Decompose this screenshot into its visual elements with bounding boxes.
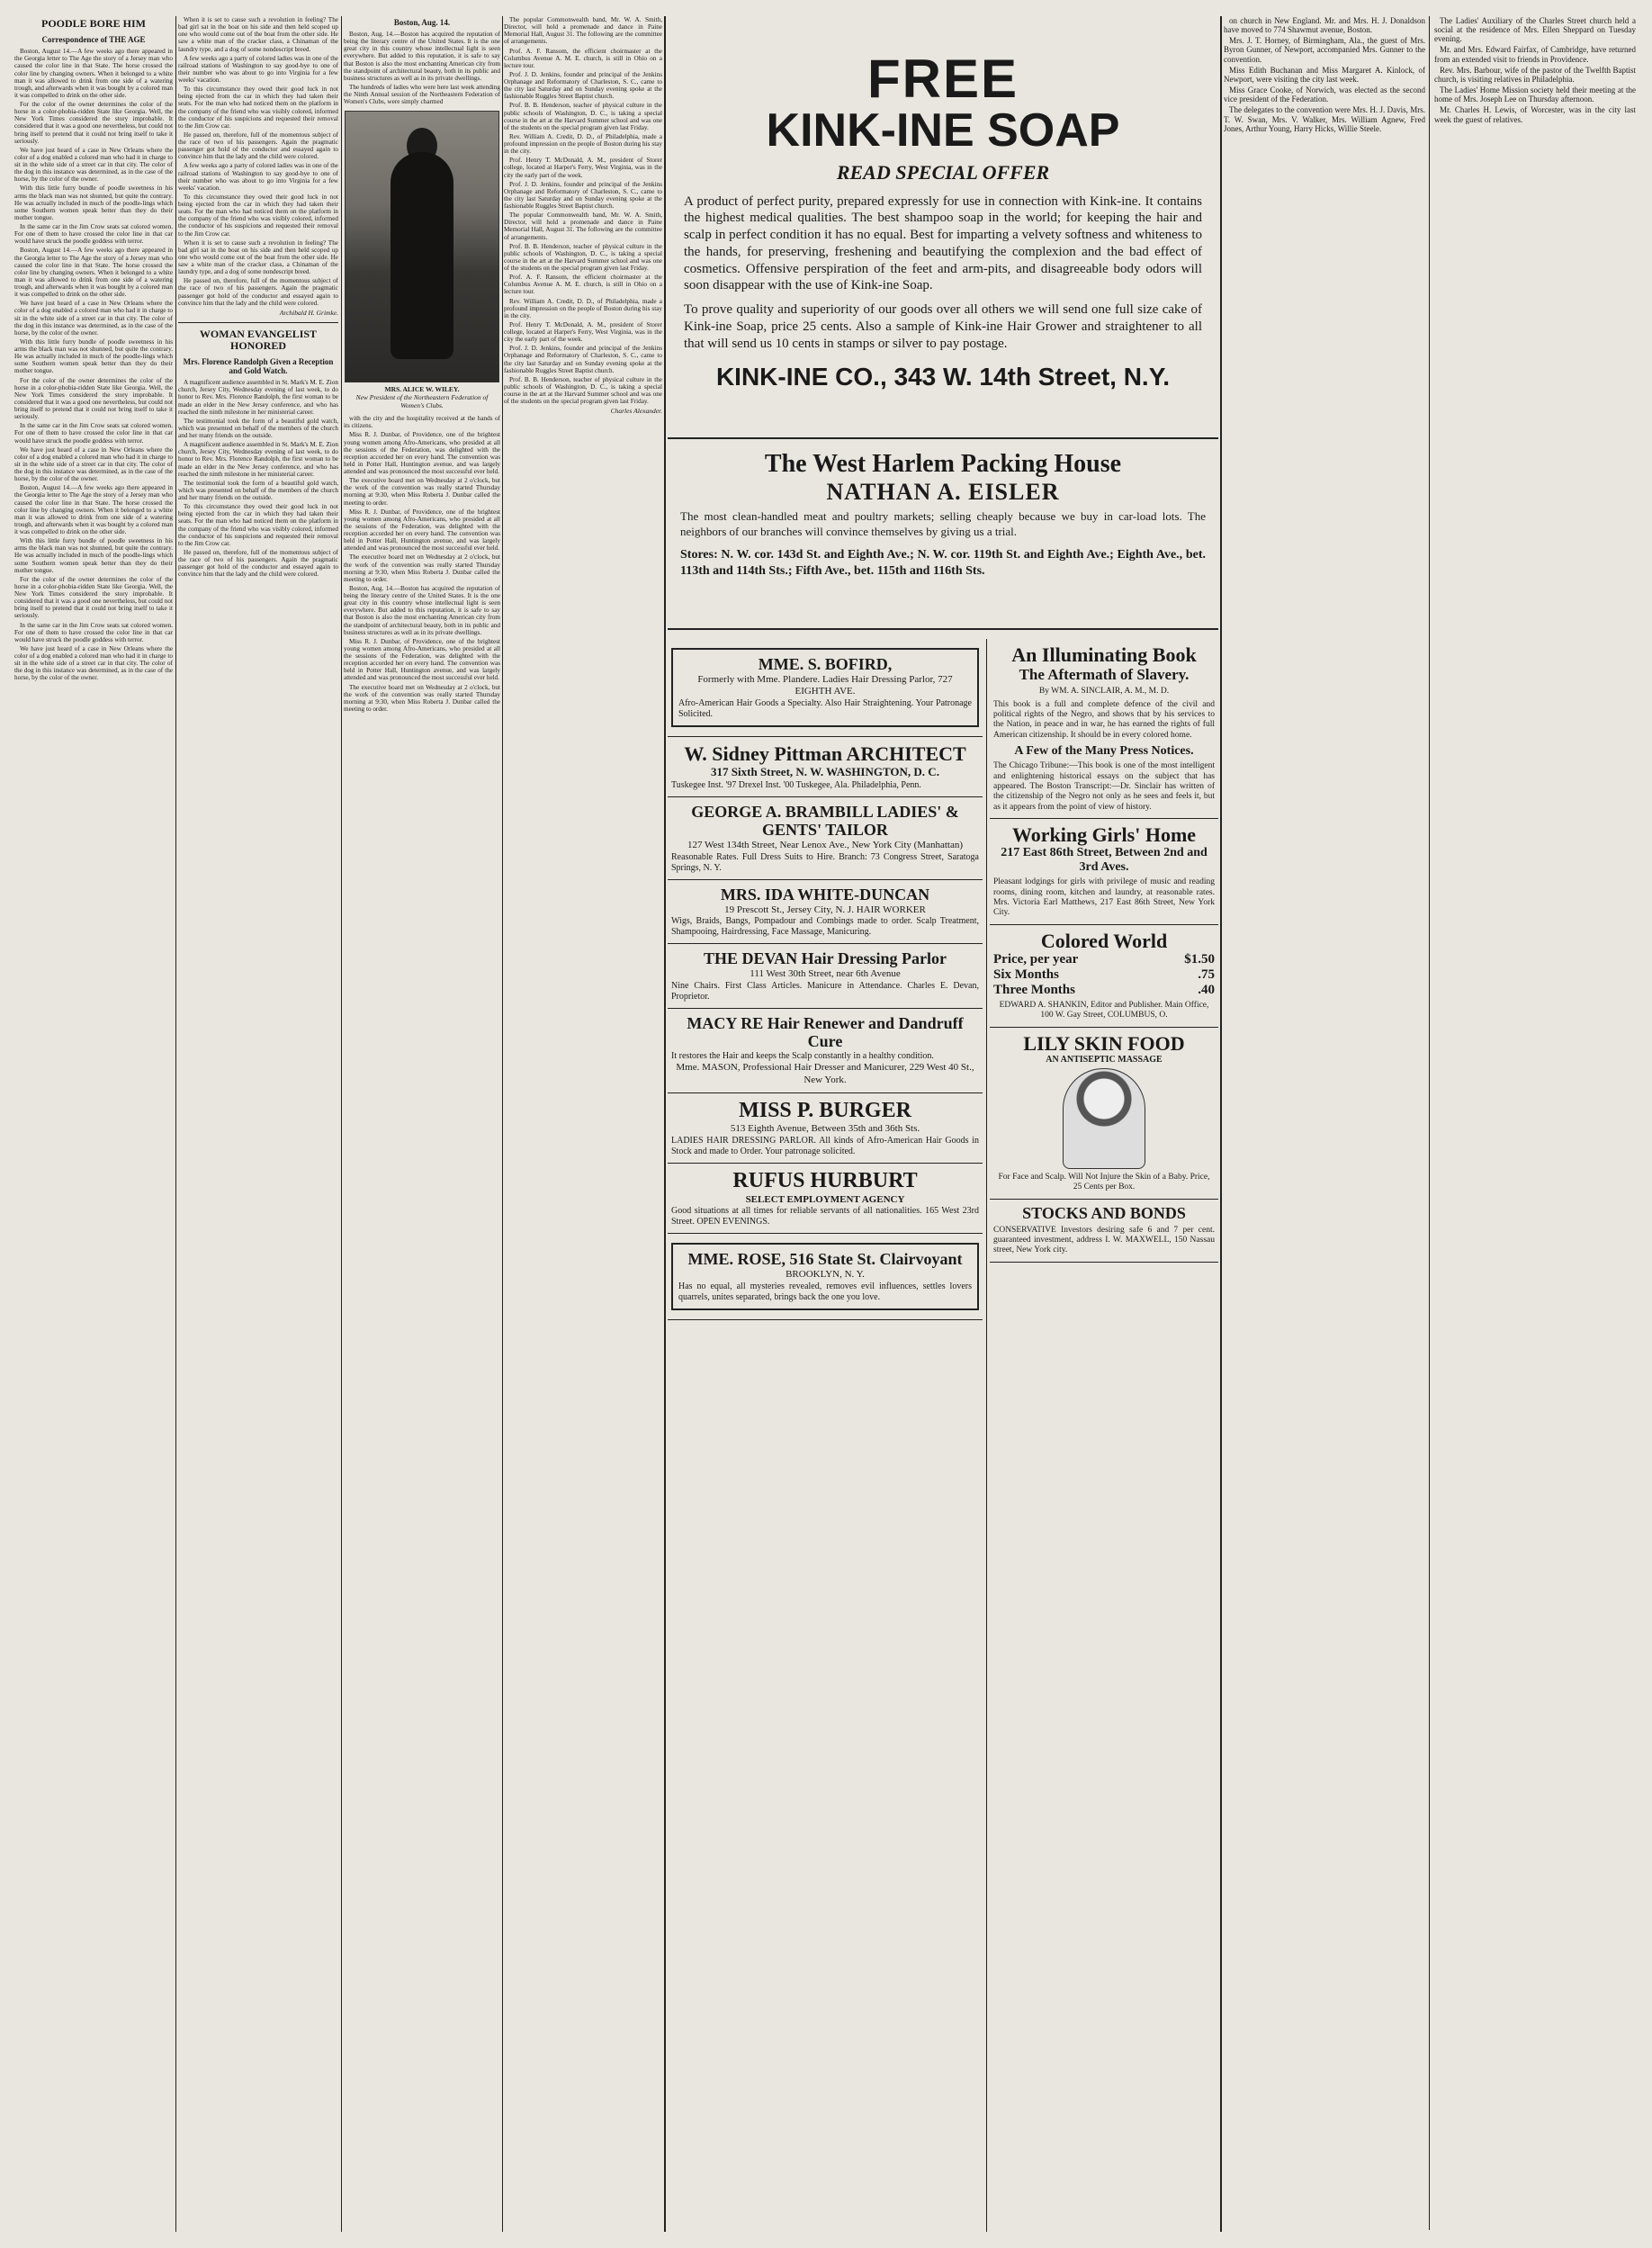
caption-description: New President of the Northeastern Federation of Women's Clubs. [355, 392, 489, 409]
small-ad [668, 1009, 983, 1093]
article-paragraph: Miss Edith Buchanan and Miss Margaret A. Kinlock, of Newport, were visiting the city last week. [1224, 65, 1425, 84]
portrait-figure [391, 152, 453, 359]
article-headline: POODLE BORE HIM [40, 17, 146, 30]
article-paragraph: To this circumstance they owed their good luck in not being ejected from the car in which they had taken their seats. For the man who had noticed them on the platform in the company of the friend who was visibly colored, informed the conductor of his suspicions and requested their removal to the Jim Crow car. [178, 503, 338, 547]
price-value: $1.50 [1184, 952, 1215, 967]
article-paragraph: For the color of the owner determines the color of the horse in a color-phobia-ridden State like Georgia. Well, the New York Times considered the story improbable. It considered that it was a good one nevertheless, but could not bring itself to pretend that it could not bring itself to take it seriously. [14, 101, 173, 145]
small-ad [668, 797, 983, 880]
article-paragraph: In the same car in the Jim Crow seats sat colored women. For one of them to have crossed the color line in that car would have struck the poodle goddess with terror. [14, 621, 173, 643]
ad-subtitle: 217 East 86th Street, Between 2nd and 3rd Aves. [1001, 846, 1208, 875]
article-paragraph: Prof. A. F. Ransom, the efficient choirmaster at the Columbus Avenue A. M. E. church, is still in Ohio on a lecture tour. [504, 47, 662, 69]
article-paragraph: He passed on, therefore, full of the momentous subject of the race of two of his passengers. Again the pragmatic passenger got hold of the conductor and essayed again to convince him that the lady and the child were colored. [178, 548, 338, 579]
small-ad [668, 1093, 983, 1164]
article-paragraph: Rev. Mrs. Barbour, wife of the pastor of the Twelfth Baptist church, is visiting relatives in Philadelphia. [1434, 65, 1636, 84]
ad-stores: Stores: N. W. cor. 143d St. and Eighth Ave.; N. W. cor. 119th St. and Eighth Ave.; Eighth Ave., bet. 113th and 114th Sts.; Fifth Ave., bet. 115th and 116th Sts. [680, 547, 1206, 578]
article-dateline: Correspondence of THE AGE [41, 35, 146, 45]
column-1 [14, 16, 173, 2232]
kinkine-soap-ad [668, 16, 1218, 439]
column-rule [341, 16, 342, 2232]
ad-subtitle: BROOKLYN, N. Y. [786, 1268, 865, 1280]
colored-world-ad [990, 925, 1218, 1028]
article-paragraph: A few weeks ago a party of colored ladies was in one of the railroad stations of Washington to say good-bye to one of their number who was about to go into Virginia for a few weeks' vacation. [178, 162, 338, 192]
article-paragraph: Miss R. J. Dunbar, of Providence, one of the brightest young women among Afro-Americans, who presided at all the sessions of the Federation, was delighted with the reception accorded her on every hand. The convention was held in Potter Hall, Huntington avenue, and was largely attended and was pronounced the most successful ever held. [344, 508, 500, 553]
article-paragraph: The testimonial took the form of a beautiful gold watch, which was presented on behalf of the members of the church and her many friends on the outside. [178, 479, 338, 501]
article-paragraph: Boston, Aug. 14.—Boston has acquired the reputation of being the literary centre of the United States. It is the one great city in this country whose intellectual light is seen everywhere. But added to this reputation, it is safe to say that Boston is also the most enchanting American city from the standpoint of architectural beauty, both in its public and business structures as well as in its private dwellings. [344, 31, 500, 82]
price-value: .75 [1198, 967, 1215, 983]
ad-title: LILY SKIN FOOD [1023, 1031, 1185, 1055]
price-row [993, 952, 1215, 967]
far-right-columns [1224, 16, 1638, 2230]
article-headline: WOMAN EVANGELIST HONORED [199, 327, 318, 352]
ad-box [671, 1243, 979, 1309]
article-paragraph: Prof. J. D. Jenkins, founder and principal of the Jenkins Orphanage and Reformatory of Charleston, S. C., came to the city last Saturday and on Sunday evening spoke at the fashionable Ruggles Street Baptist church. [504, 345, 662, 374]
ad-title: STOCKS AND BONDS [1022, 1203, 1186, 1222]
ad-body: CONSERVATIVE Investors desiring safe 6 and 7 per cent. guaranteed investment, address I. W. MAXWELL, 150 Nassau street, New York city. [993, 1225, 1215, 1255]
ad-title: Working Girls' Home [1011, 823, 1197, 847]
small-ads-column [668, 639, 983, 2232]
small-ad [668, 639, 983, 737]
column-7 [1434, 16, 1636, 2230]
article-paragraph: The executive board met on Wednesday at 2 o'clock, but the work of the convention was really started Thursday morning at 9:30, when Miss Roberta J. Dunbar called the meeting to order. [344, 683, 500, 713]
article-paragraph: Miss R. J. Dunbar, of Providence, one of the brightest young women among Afro-Americans, who presided at all the sessions of the Federation, was delighted with the reception accorded her on every hand. The convention was held in Potter Hall, Huntington avenue, and was largely attended and was pronounced the most successful ever held. [344, 431, 500, 475]
article-paragraph: Prof. Henry T. McDonald, A. M., president of Storer college, located at Harper's Ferry, West Virginia, was in the city the early part of the week. [504, 320, 662, 344]
article-paragraph: with the city and the hospitality received at the hands of its citizens. [344, 415, 500, 430]
article-signature: Charles Alexander. [610, 407, 662, 416]
article-paragraph: A magnificent audience assembled in St. Mark's M. E. Zion church, Jersey City, Wednesday evening of last week, to do honor to Rev. Mrs. Florence Randolph, the first woman to be made an elder in the New Jersey conference, and who has reached the ninth milestone in her ministerial career. [178, 441, 338, 478]
price-row [993, 983, 1215, 998]
ad-body: Afro-American Hair Goods a Specialty. Also Hair Straightening. Your Patronage Solicited. [678, 698, 972, 720]
article-paragraph: Prof. Henry T. McDonald, A. M., president of Storer college, located at Harper's Ferry, West Virginia, was in the city the early part of the week. [504, 157, 662, 179]
ad-subtitle: Formerly with Mme. Plandere. Ladies Hair Dressing Parlor, 727 EIGHTH AVE. [697, 673, 953, 697]
article-paragraph: We have just heard of a case in New Orleans where the color of a dog enabled a colored man who had it in charge to sit in the white side of a street car in that city. The color of the dog in this instance was determined, as in the case of the horse, by the color of the owner. [14, 644, 173, 682]
article-paragraph: Boston, August 14.—A few weeks ago there appeared in the Georgia letter to The Age the story of a Jersey man who caused the color line in that State. The horse crossed the color line by changing owners. When it belonged to a white man it was allowed to drink from one side of a watering trough, and afterwards when it was bought by a colored man it was compelled to drink on the other side. [14, 484, 173, 536]
divider [178, 322, 338, 323]
ad-subtitle: AN ANTISEPTIC MASSAGE [1046, 1055, 1163, 1065]
article-paragraph: We have just heard of a case in New Orleans where the color of a dog enabled a colored man who had it in charge to sit in the white side of a street car in that city. The color of the dog in this instance was determined, as in the case of the horse, by the color of the owner. [14, 445, 173, 483]
article-paragraph: Mr. and Mrs. Edward Fairfax, of Cambridge, have returned from an extended visit to friends in Providence. [1434, 45, 1636, 64]
ad-title: An Illuminating Book [1011, 643, 1197, 666]
column-4 [504, 16, 662, 2232]
article-paragraph: Mrs. J. T. Horney, of Birmingham, Ala., the guest of Mrs. Byron Gunner, of Newport, accompanied Mrs. Gunner to the convention. [1224, 36, 1425, 64]
ad-title: The West Harlem Packing House [764, 450, 1122, 478]
article-paragraph: With this little furry bundle of poodle sweetness in his arms the black man was not shunned, but quite the contrary. He was actually included in much of the poodle-lings which some Southern women speak better than they do their mother tongue. [14, 537, 173, 574]
ad-subtitle: 127 West 134th Street, Near Lenox Ave., New York City (Manhattan) [687, 840, 964, 851]
caption-name: MRS. ALICE W. WILEY. [384, 385, 460, 394]
ad-body: Tuskegee Inst. '97 Drexel Inst. '00 Tuskegee, Ala. Philadelphia, Penn. [671, 779, 921, 790]
ad-subtitle: 111 West 30th Street, near 6th Avenue [750, 967, 901, 979]
article-subheadline: Mrs. Florence Randolph Given a Reception and Gold Watch. [183, 357, 334, 376]
ad-title: MME. S. BOFIRD, [758, 655, 893, 673]
price-label: Six Months [993, 967, 1059, 983]
ad-body: It restores the Hair and keeps the Scalp constantly in a healthy condition. [671, 1051, 934, 1062]
small-ad [668, 944, 983, 1008]
ad-body: A product of perfect purity, prepared expressly for use in connection with Kink-ine. It contains the highest medical qualities. The best shampoo soap in the world; for keeping the hair and scalp in perfect condition it has no equal. Best for imparting a velvety softness and whiteness to the hands, for preserving, freshening and beautifying the complexion and the bad effect of cosmetics. Offensive perspiration of the feet and arm-pits, and disagreeable body odors will soon disappear with the use of Kink-ine Soap. [684, 193, 1202, 293]
article-paragraph: The delegates to the convention were Mrs. H. J. Davis, Mrs. T. W. Swan, Mrs. V. Walker, Mrs. William Agnew, Fred Jones, Arthur Young, Harry Hicks, Willie Steele. [1224, 105, 1425, 133]
ad-body: The most clean-handled meat and poultry markets; selling cheaply because we buy in car-load lots. The neighbors of our branches will convince themselves by giving us a trial. [680, 509, 1206, 538]
ad-special-offer: READ SPECIAL OFFER [836, 160, 1050, 184]
article-paragraph: He passed on, therefore, full of the momentous subject of the race of two of his passengers. Again the pragmatic passenger got hold of the conductor and essayed again to convince him that the lady and the child were colored. [178, 130, 338, 161]
working-girls-home-ad [990, 819, 1218, 925]
article-paragraph: When it is set to cause such a revolution in feeling? The bad girl sat in the boat on his side and then held scoped up one who would come out of the boat from the other side. He saw a white man of the cracker class, a Chinaman of the laundry type, and a dog of some nondescript breed. [178, 238, 338, 276]
article-paragraph: The executive board met on Wednesday at 2 o'clock, but the work of the convention was really started Thursday morning at 9:30, when Miss Roberta J. Dunbar called the meeting to order. [344, 553, 500, 583]
article-paragraph: Miss R. J. Dunbar, of Providence, one of the brightest young women among Afro-Americans, who presided at all the sessions of the Federation, was delighted with the reception accorded her on every hand. The convention was held in Potter Hall, Huntington avenue, and was largely attended and was pronounced the most successful ever held. [344, 637, 500, 682]
section-rule [1220, 16, 1222, 2232]
article-paragraph: The popular Commonwealth band, Mr. W. A. Smith, Director, will hold a promenade and dance in Paine Memorial Hall, August 31. The following are the committee of arrangements. [504, 211, 662, 241]
article-paragraph: Prof. B. B. Henderson, teacher of physical culture in the public schools of Washington, D. C., is taking a special course in the art at the Harvard Summer school and was one of the students on the special program given last Friday. [504, 375, 662, 406]
article-paragraph: We have just heard of a case in New Orleans where the color of a dog enabled a colored man who had it in charge to sit in the white side of a street car in that city. The color of the dog in this instance was determined, as in the case of the horse, by the color of the owner. [14, 300, 173, 337]
article-paragraph: The executive board met on Wednesday at 2 o'clock, but the work of the convention was really started Thursday morning at 9:30, when Miss Roberta J. Dunbar called the meeting to order. [344, 477, 500, 507]
ad-title: MME. ROSE, 516 State St. Clairvoyant [687, 1250, 963, 1269]
section-rule [664, 16, 666, 2232]
article-paragraph: The Ladies' Auxiliary of the Charles Street church held a social at the residence of Mrs. Ellen Sheppard on Tuesday evening. [1434, 16, 1636, 44]
article-paragraph: Mr. Charles H. Lewis, of Worcester, was in the city last week the guest of relatives. [1434, 105, 1636, 124]
column-rule [1429, 16, 1430, 2230]
ad-free-title: FREE [866, 49, 1019, 109]
article-paragraph: He passed on, therefore, full of the momentous subject of the race of two of his passengers. Again the pragmatic passenger got hold of the conductor and essayed again to convince him that the lady and the child were colored. [178, 277, 338, 307]
ad-body: For Face and Scalp. Will Not Injure the Skin of a Baby. Price, 25 Cents per Box. [998, 1173, 1210, 1192]
article-paragraph: Prof. A. F. Ransom, the efficient choirmaster at the Columbus Avenue A. M. E. church, is still in Ohio on a lecture tour. [504, 274, 662, 296]
article-paragraph: The popular Commonwealth band, Mr. W. A. Smith, Director, will hold a promenade and dance in Paine Memorial Hall, August 31. The following are the committee of arrangements. [504, 16, 662, 46]
small-ad [668, 1234, 983, 1319]
article-paragraph: To this circumstance they owed their good luck in not being ejected from the car in which they had taken their seats. For the man who had noticed them on the platform in the company of the friend who was visibly colored, informed the conductor of his suspicions and requested their removal to the Jim Crow car. [178, 193, 338, 238]
ad-body: LADIES HAIR DRESSING PARLOR. All kinds of Afro-American Hair Goods in Stock and made to Order. Your patronage solicited. [671, 1135, 979, 1156]
ad-product-name: KINK-INE SOAP [766, 104, 1120, 157]
article-paragraph: Rev. William A. Credit, D. D., of Philadelphia, made a profound impression on the people of Boston during his stay in the city. [504, 132, 662, 156]
ad-subtitle: 317 Sixth Street, N. W. WASHINGTON, D. C. [711, 765, 939, 779]
ad-body: Good situations at all times for reliable servants of all nationalities. 165 West 23rd Street. OPEN EVENINGS. [671, 1206, 979, 1227]
ad-body: Nine Chairs. First Class Articles. Manicure in Attendance. Charles E. Devan, Proprietor. [671, 980, 979, 1002]
article-paragraph: Prof. B. B. Henderson, teacher of physical culture in the public schools of Washington, D. C., is taking a special course in the art at the Harvard Summer school and was one of the students on the special program given last Friday. [504, 242, 662, 272]
column-rule [502, 16, 503, 2232]
article-paragraph: Miss Grace Cooke, of Norwich, was elected as the second vice president of the Federation. [1224, 85, 1425, 104]
article-paragraph: Prof. B. B. Henderson, teacher of physical culture in the public schools of Washington, D. C., is taking a special course in the art at the Harvard Summer school and was one of the students on the special program given last Friday. [504, 102, 662, 131]
ad-body: This book is a full and complete defence of the civil and political rights of the Negro, and shows that by his services to the Nation, in peace and in war, he has earned the rights of full American citizenship. It should be in every colored home. [993, 699, 1215, 740]
price-label: Price, per year [993, 952, 1079, 967]
article-paragraph: For the color of the owner determines the color of the horse in a color-phobia-ridden State like Georgia. Well, the New York Times considered the story improbable. It considered that it was a good one nevertheless, but could not bring itself to pretend that it could not bring itself to take it seriously. [14, 376, 173, 421]
article-paragraph: Boston, Aug. 14.—Boston has acquired the reputation of being the literary centre of the United States. It is the one great city in this country whose intellectual light is seen everywhere. But added to this reputation, it is safe to say that Boston is also the most enchanting American city from the standpoint of architectural beauty, both in its public and business structures as well as in its private dwellings. [344, 584, 500, 636]
ad-subtitle: The Aftermath of Slavery. [1019, 666, 1190, 684]
article-signature: Archibald H. Grimke. [279, 308, 338, 317]
ad-subtitle: 513 Eighth Avenue, Between 35th and 36th Sts. [730, 1123, 920, 1135]
article-paragraph: Prof. J. D. Jenkins, founder and principal of the Jenkins Orphanage and Reformatory of Charleston, S. C., came to the city last Saturday and on Sunday evening spoke at the fashionable Ruggles Street Baptist church. [504, 180, 662, 210]
article-paragraph: In the same car in the Jim Crow seats sat colored women. For one of them to have crossed the color line in that car would have struck the poodle goddess with terror. [14, 223, 173, 246]
column-rule [175, 16, 176, 2232]
ad-title: MACY RE Hair Renewer and Dandruff Cure [687, 1013, 964, 1051]
notices-title: A Few of the Many Press Notices. [1014, 744, 1194, 759]
portrait-photo [345, 111, 499, 382]
ad-subtitle: Mme. MASON, Professional Hair Dresser and Manicurer, 229 West 40 St., New York. [676, 1062, 974, 1085]
column-3 [344, 16, 500, 2232]
right-ads-column [990, 639, 1218, 2232]
article-paragraph: In the same car in the Jim Crow seats sat colored women. For one of them to have crossed the color line in that car would have struck the poodle goddess with terror. [14, 422, 173, 445]
ad-body: EDWARD A. SHANKIN, Editor and Publisher. Main Office, 100 W. Gay Street, COLUMBUS, O. [999, 1001, 1209, 1021]
article-paragraph: To this circumstance they owed their good luck in not being ejected from the car in which they had taken their seats. For the man who had noticed them on the platform in the company of the friend who was visibly colored, informed the conductor of his suspicions and requested their removal to the Jim Crow car. [178, 85, 338, 130]
small-ad [668, 1164, 983, 1234]
article-paragraph: Boston, August 14.—A few weeks ago there appeared in the Georgia letter to The Age the story of a Jersey man who caused the color line in that State. The horse crossed the color line by changing owners. When it belonged to a white man it was allowed to drink from one side of a watering trough, and afterwards when it was bought by a colored man it was compelled to drink on the other side. [14, 247, 173, 299]
lily-skin-food-ad [990, 1028, 1218, 1200]
price-label: Three Months [993, 983, 1075, 998]
ad-title: Colored World [1040, 929, 1168, 952]
ad-title: THE DEVAN Hair Dressing Parlor [703, 949, 947, 968]
article-paragraph: With this little furry bundle of poodle sweetness in his arms the black man was not shunned, but quite the contrary. He was actually included in much of the poodle-lings which some Southern women speak better than they do their mother tongue. [14, 184, 173, 221]
ad-title: W. Sidney Pittman ARCHITECT [684, 742, 966, 766]
article-paragraph: When it is set to cause such a revolution in feeling? The bad girl sat in the boat on his side and then held scoped up one who would come out of the boat from the other side. He saw a white man of the cracker class, a Chinaman of the laundry type, and a dog of some nondescript breed. [178, 16, 338, 53]
article-paragraph: The hundreds of ladies who were here last week attending the Ninth Annual session of the Northeastern Federation of Women's Clubs, were simply charmed [344, 83, 500, 106]
packing-house-ad [668, 439, 1218, 630]
article-paragraph: Boston, August 14.—A few weeks ago there appeared in the Georgia letter to The Age the story of a Jersey man who caused the color line in that State. The horse crossed the color line by changing owners. When it belonged to a white man it was allowed to drink from one side of a watering trough, and afterwards when it was bought by a colored man it was compelled to drink on the other side. [14, 48, 173, 99]
price-value: .40 [1198, 983, 1215, 998]
column-6 [1224, 16, 1425, 2230]
column-rule [986, 639, 987, 2232]
article-paragraph: The Ladies' Home Mission society held their meeting at the home of Mrs. Joseph Lee on Thursday afternoon. [1434, 85, 1636, 104]
article-dateline: Boston, Aug. 14. [393, 18, 451, 27]
ad-address: KINK-INE CO., 343 W. 14th Street, N.Y. [715, 363, 1171, 391]
article-paragraph: Prof. J. D. Jenkins, founder and principal of the Jenkins Orphanage and Reformatory of Charleston, S. C., came to the city last Saturday and on Sunday evening spoke at the fashionable Ruggles Street Baptist church. [504, 70, 662, 101]
ad-subtitle: 19 Prescott St., Jersey City, N. J. HAIR WORKER [724, 904, 926, 915]
article-paragraph: Rev. William A. Credit, D. D., of Philadelphia, made a profound impression on the people of Boston during his stay in the city. [504, 297, 662, 319]
ad-proprietor: NATHAN A. EISLER [826, 479, 1060, 505]
ad-title: MISS P. BURGER [739, 1098, 911, 1122]
article-paragraph: For the color of the owner determines the color of the horse in a color-phobia-ridden State like Georgia. Well, the New York Times considered the story improbable. It considered that it was a good one nevertheless, but could not bring itself to pretend that it could not bring itself to take it seriously. [14, 575, 173, 620]
notices-body: The Chicago Tribune:—This book is one of the most intelligent and enlightening historical essays on the subject that has appeared. The Boston Transcript:—Dr. Sinclair has written of the citizenship of the Negro not only as he sees and feels it, but as it appears from the point of view of history. [993, 761, 1215, 812]
ad-body: Has no equal, all mysteries revealed, removes evil influences, settles lovers quarrels, unites separated, brings back the one you love. [678, 1281, 972, 1302]
ad-offer-body: To prove quality and superiority of our goods over all others we will send one full size cake of Kink-ine Soap, price 25 cents. Also a sample of Kink-ine Hair Grower and straightener to all that will send us 10 cents in stamps or silver to pay postage. [684, 302, 1202, 351]
book-ad [990, 639, 1218, 819]
small-ad [668, 737, 983, 797]
ad-author: By WM. A. SINCLAIR, A. M., M. D. [1038, 687, 1170, 697]
ad-title: RUFUS HURBURT [732, 1168, 918, 1192]
article-paragraph: on church in New England. Mr. and Mrs. H. J. Donaldson have moved to 774 Shawmut avenue, Boston. [1224, 16, 1425, 35]
woman-portrait-illustration [1063, 1068, 1145, 1169]
article-paragraph: We have just heard of a case in New Orleans where the color of a dog enabled a colored man who had it in charge to sit in the white side of a street car in that city. The color of the dog in this instance was determined, as in the case of the horse, by the color of the owner. [14, 146, 173, 184]
article-paragraph: The testimonial took the form of a beautiful gold watch, which was presented on behalf of the members of the church and her many friends on the outside. [178, 417, 338, 439]
article-paragraph: With this little furry bundle of poodle sweetness in his arms the black man was not shunned, but quite the contrary. He was actually included in much of the poodle-lings which some Southern women speak better than they do their mother tongue. [14, 337, 173, 375]
stocks-bonds-ad [990, 1200, 1218, 1263]
ad-box [671, 648, 979, 727]
article-paragraph: A magnificent audience assembled in St. Mark's M. E. Zion church, Jersey City, Wednesday evening of last week, to do honor to Rev. Mrs. Florence Randolph, the first woman to be made an elder in the New Jersey conference, and who has reached the ninth milestone in her ministerial career. [178, 379, 338, 416]
article-paragraph: A few weeks ago a party of colored ladies was in one of the railroad stations of Washington to say good-bye to one of their number who was about to go into Virginia for a few weeks' vacation. [178, 54, 338, 84]
ad-body: Wigs, Braids, Bangs, Pompadour and Combings made to order. Scalp Treatment, Shampooing, Hairdressing, Face Massage, Manicuring. [671, 916, 979, 938]
ad-body: Pleasant lodgings for girls with privilege of music and reading rooms, dining room, kitchen and laundry, at reasonable rates. Mrs. Victoria Earl Matthews, 217 East 86th Street, New York City. [993, 877, 1215, 918]
ad-title: MRS. IDA WHITE-DUNCAN [720, 885, 930, 904]
ad-subtitle: SELECT EMPLOYMENT AGENCY [745, 1193, 905, 1205]
column-2 [178, 16, 338, 2232]
ad-body: Reasonable Rates. Full Dress Suits to Hire. Branch: 73 Congress Street, Saratoga Springs, N. Y. [671, 851, 979, 873]
ad-title: GEORGE A. BRAMBILL LADIES' & GENTS' TAILOR [691, 802, 959, 840]
photo-caption [344, 386, 500, 409]
small-ad [668, 880, 983, 944]
price-row [993, 967, 1215, 983]
